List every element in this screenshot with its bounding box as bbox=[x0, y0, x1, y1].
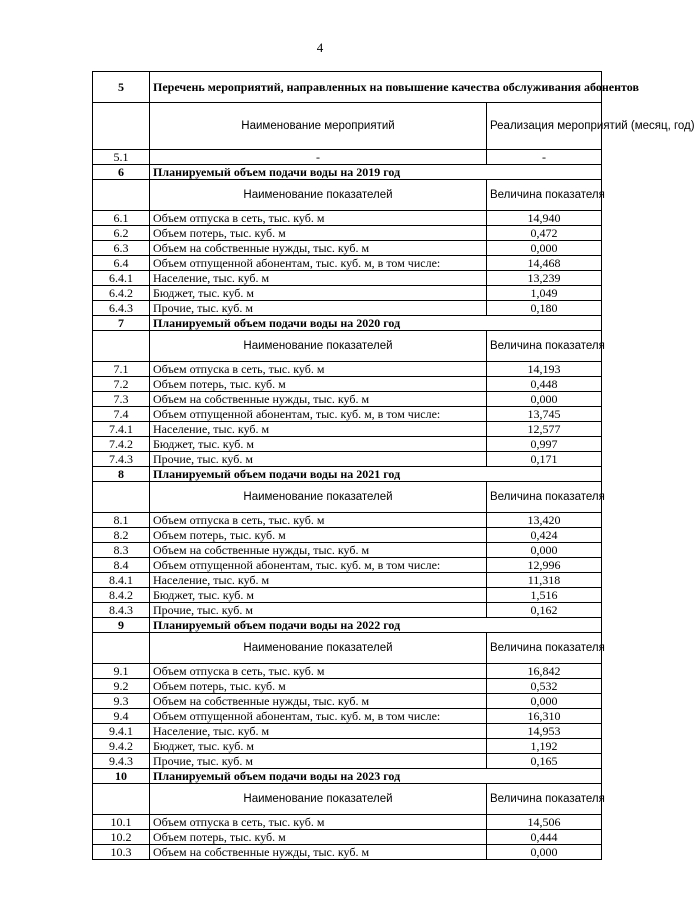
row-number: 8.3 bbox=[93, 543, 150, 558]
section-number: 6 bbox=[93, 165, 150, 180]
row-value: 1,049 bbox=[487, 286, 602, 301]
table-row bbox=[93, 392, 602, 407]
row-name: Объем отпуска в сеть, тыс. куб. м bbox=[150, 513, 487, 528]
column-header-value: Величина показателя bbox=[487, 784, 602, 815]
row-value: 0,424 bbox=[487, 528, 602, 543]
row-name: Прочие, тыс. куб. м bbox=[150, 452, 487, 467]
column-header-row bbox=[93, 180, 602, 211]
row-name: Объем отпуска в сеть, тыс. куб. м bbox=[150, 664, 487, 679]
table-row bbox=[93, 603, 602, 618]
row-number: 8.4.1 bbox=[93, 573, 150, 588]
table-row bbox=[93, 211, 602, 226]
plan-table bbox=[92, 71, 695, 860]
row-number: 6.4.3 bbox=[93, 301, 150, 316]
row-value: 1,516 bbox=[487, 588, 602, 603]
row-number: 5.1 bbox=[93, 150, 150, 165]
row-name: Объем на собственные нужды, тыс. куб. м bbox=[150, 845, 487, 860]
row-value: 0,000 bbox=[487, 694, 602, 709]
table-row bbox=[93, 709, 602, 724]
table-row bbox=[93, 241, 602, 256]
row-number: 9.4.2 bbox=[93, 739, 150, 754]
column-header-row bbox=[93, 103, 602, 150]
row-value: 14,193 bbox=[487, 362, 602, 377]
row-name: - bbox=[150, 150, 487, 165]
row-number: 10.1 bbox=[93, 815, 150, 830]
row-number: 8.4.3 bbox=[93, 603, 150, 618]
row-value: 14,940 bbox=[487, 211, 602, 226]
table-row bbox=[93, 422, 602, 437]
row-number: 8.1 bbox=[93, 513, 150, 528]
row-value: 0,162 bbox=[487, 603, 602, 618]
row-value: 0,000 bbox=[487, 845, 602, 860]
column-header-empty bbox=[93, 103, 150, 150]
row-number: 7.4 bbox=[93, 407, 150, 422]
table-row bbox=[93, 694, 602, 709]
column-header-row bbox=[93, 482, 602, 513]
row-value: 0,000 bbox=[487, 543, 602, 558]
row-name: Объем потерь, тыс. куб. м bbox=[150, 226, 487, 241]
row-number: 9.4 bbox=[93, 709, 150, 724]
row-number: 7.4.3 bbox=[93, 452, 150, 467]
row-value: 0,000 bbox=[487, 241, 602, 256]
section-number: 5 bbox=[93, 72, 150, 103]
row-number: 7.4.1 bbox=[93, 422, 150, 437]
section-header-row bbox=[93, 165, 602, 180]
row-number: 6.4 bbox=[93, 256, 150, 271]
column-header-row bbox=[93, 331, 602, 362]
row-name: Объем на собственные нужды, тыс. куб. м bbox=[150, 694, 487, 709]
table-row bbox=[93, 377, 602, 392]
table-row bbox=[93, 256, 602, 271]
column-header-row bbox=[93, 784, 602, 815]
section-number: 7 bbox=[93, 316, 150, 331]
table-row bbox=[93, 815, 602, 830]
row-name: Объем отпущенной абонентам, тыс. куб. м, в том числе: bbox=[150, 407, 487, 422]
table-row bbox=[93, 679, 602, 694]
row-name: Население, тыс. куб. м bbox=[150, 724, 487, 739]
row-name: Бюджет, тыс. куб. м bbox=[150, 286, 487, 301]
row-name: Население, тыс. куб. м bbox=[150, 573, 487, 588]
table-row bbox=[93, 724, 602, 739]
row-number: 10.2 bbox=[93, 830, 150, 845]
table-row bbox=[93, 543, 602, 558]
row-name: Бюджет, тыс. куб. м bbox=[150, 588, 487, 603]
column-header-value: Реализация мероприятий (месяц, год) bbox=[487, 103, 602, 150]
column-header-value: Величина показателя bbox=[487, 331, 602, 362]
section-header-row bbox=[93, 467, 602, 482]
section-header-row bbox=[93, 618, 602, 633]
row-value: 0,171 bbox=[487, 452, 602, 467]
row-value: 13,745 bbox=[487, 407, 602, 422]
row-number: 9.3 bbox=[93, 694, 150, 709]
row-number: 8.4.2 bbox=[93, 588, 150, 603]
table-row bbox=[93, 271, 602, 286]
section-title: Планируемый объем подачи воды на 2019 год bbox=[150, 165, 602, 180]
row-name: Бюджет, тыс. куб. м bbox=[150, 739, 487, 754]
row-number: 7.1 bbox=[93, 362, 150, 377]
row-name: Объем на собственные нужды, тыс. куб. м bbox=[150, 543, 487, 558]
table-row bbox=[93, 513, 602, 528]
row-value: 14,506 bbox=[487, 815, 602, 830]
table-body bbox=[93, 72, 695, 860]
table-row bbox=[93, 528, 602, 543]
table-row bbox=[93, 286, 602, 301]
row-value: 12,996 bbox=[487, 558, 602, 573]
row-name: Прочие, тыс. куб. м bbox=[150, 301, 487, 316]
row-value: 0,165 bbox=[487, 754, 602, 769]
section-number: 10 bbox=[93, 769, 150, 784]
row-value: 11,318 bbox=[487, 573, 602, 588]
row-value: 0,532 bbox=[487, 679, 602, 694]
row-number: 7.3 bbox=[93, 392, 150, 407]
row-name: Объем отпущенной абонентам, тыс. куб. м, в том числе: bbox=[150, 709, 487, 724]
table-row bbox=[93, 845, 602, 860]
row-name: Объем отпуска в сеть, тыс. куб. м bbox=[150, 815, 487, 830]
row-name: Объем отпуска в сеть, тыс. куб. м bbox=[150, 211, 487, 226]
column-header-name: Наименование показателей bbox=[150, 482, 487, 513]
table-row bbox=[93, 739, 602, 754]
row-number: 6.1 bbox=[93, 211, 150, 226]
row-name: Объем на собственные нужды, тыс. куб. м bbox=[150, 392, 487, 407]
table-row bbox=[93, 150, 602, 165]
row-number: 9.4.1 bbox=[93, 724, 150, 739]
section-title: Перечень мероприятий, направленных на повышение качества обслуживания абонентов bbox=[150, 72, 602, 103]
row-number: 7.4.2 bbox=[93, 437, 150, 452]
row-number: 9.1 bbox=[93, 664, 150, 679]
row-number: 9.4.3 bbox=[93, 754, 150, 769]
section-number: 8 bbox=[93, 467, 150, 482]
table-row bbox=[93, 407, 602, 422]
table-row bbox=[93, 437, 602, 452]
row-number: 6.4.1 bbox=[93, 271, 150, 286]
row-name: Объем потерь, тыс. куб. м bbox=[150, 679, 487, 694]
section-title: Планируемый объем подачи воды на 2022 год bbox=[150, 618, 602, 633]
column-header-name: Наименование мероприятий bbox=[150, 103, 487, 150]
column-header-empty bbox=[93, 180, 150, 211]
column-header-name: Наименование показателей bbox=[150, 331, 487, 362]
section-number: 9 bbox=[93, 618, 150, 633]
section-header-row bbox=[93, 316, 602, 331]
table-row bbox=[93, 226, 602, 241]
row-value: 0,997 bbox=[487, 437, 602, 452]
column-header-empty bbox=[93, 633, 150, 664]
table-row bbox=[93, 664, 602, 679]
column-header-name: Наименование показателей bbox=[150, 633, 487, 664]
table-row bbox=[93, 830, 602, 845]
row-value: 16,310 bbox=[487, 709, 602, 724]
row-number: 8.4 bbox=[93, 558, 150, 573]
row-value: 12,577 bbox=[487, 422, 602, 437]
column-header-name: Наименование показателей bbox=[150, 784, 487, 815]
row-value: 0,472 bbox=[487, 226, 602, 241]
row-value: 0,448 bbox=[487, 377, 602, 392]
table-row bbox=[93, 362, 602, 377]
row-name: Объем потерь, тыс. куб. м bbox=[150, 528, 487, 543]
row-value: 16,842 bbox=[487, 664, 602, 679]
column-header-empty bbox=[93, 784, 150, 815]
row-name: Население, тыс. куб. м bbox=[150, 271, 487, 286]
row-name: Прочие, тыс. куб. м bbox=[150, 603, 487, 618]
row-name: Объем потерь, тыс. куб. м bbox=[150, 377, 487, 392]
column-header-row bbox=[93, 633, 602, 664]
row-value: 0,180 bbox=[487, 301, 602, 316]
column-header-value: Величина показателя bbox=[487, 482, 602, 513]
row-value: 1,192 bbox=[487, 739, 602, 754]
row-name: Объем потерь, тыс. куб. м bbox=[150, 830, 487, 845]
column-header-empty bbox=[93, 331, 150, 362]
row-value: 0,000 bbox=[487, 392, 602, 407]
row-number: 7.2 bbox=[93, 377, 150, 392]
row-number: 10.3 bbox=[93, 845, 150, 860]
row-name: Объем отпущенной абонентам, тыс. куб. м, в том числе: bbox=[150, 558, 487, 573]
table-row bbox=[93, 301, 602, 316]
column-header-name: Наименование показателей bbox=[150, 180, 487, 211]
table-row bbox=[93, 452, 602, 467]
row-name: Объем на собственные нужды, тыс. куб. м bbox=[150, 241, 487, 256]
row-number: 8.2 bbox=[93, 528, 150, 543]
table-row bbox=[93, 588, 602, 603]
row-number: 6.3 bbox=[93, 241, 150, 256]
row-name: Объем отпущенной абонентам, тыс. куб. м, в том числе: bbox=[150, 256, 487, 271]
column-header-value: Величина показателя bbox=[487, 180, 602, 211]
row-name: Население, тыс. куб. м bbox=[150, 422, 487, 437]
row-value: 14,953 bbox=[487, 724, 602, 739]
row-number: 9.2 bbox=[93, 679, 150, 694]
section-header-row bbox=[93, 72, 602, 103]
row-value: 0,444 bbox=[487, 830, 602, 845]
row-value: 14,468 bbox=[487, 256, 602, 271]
row-number: 6.4.2 bbox=[93, 286, 150, 301]
section-title: Планируемый объем подачи воды на 2023 год bbox=[150, 769, 602, 784]
column-header-empty bbox=[93, 482, 150, 513]
table-row bbox=[93, 558, 602, 573]
row-value: - bbox=[487, 150, 602, 165]
row-name: Объем отпуска в сеть, тыс. куб. м bbox=[150, 362, 487, 377]
section-title: Планируемый объем подачи воды на 2020 год bbox=[150, 316, 602, 331]
section-header-row bbox=[93, 769, 602, 784]
row-name: Прочие, тыс. куб. м bbox=[150, 754, 487, 769]
table-row bbox=[93, 754, 602, 769]
row-number: 6.2 bbox=[93, 226, 150, 241]
column-header-value: Величина показателя bbox=[487, 633, 602, 664]
table-row bbox=[93, 573, 602, 588]
section-title: Планируемый объем подачи воды на 2021 год bbox=[150, 467, 602, 482]
row-value: 13,239 bbox=[487, 271, 602, 286]
page-number: 4 bbox=[316, 40, 324, 55]
row-value: 13,420 bbox=[487, 513, 602, 528]
row-name: Бюджет, тыс. куб. м bbox=[150, 437, 487, 452]
